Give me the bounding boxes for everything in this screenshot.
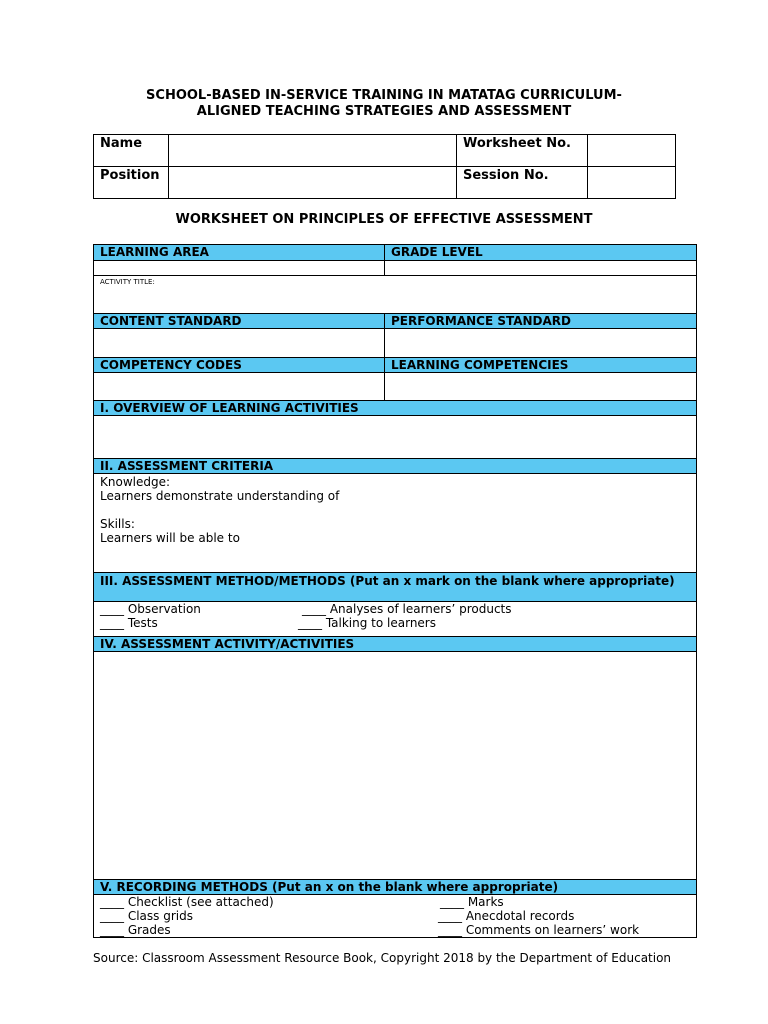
overview-header: I. OVERVIEW OF LEARNING ACTIVITIES	[94, 401, 697, 416]
source-citation: Source: Classroom Assessment Resource Book, Copyright 2018 by the Department of Education	[93, 951, 672, 965]
name-label: Name	[94, 135, 169, 167]
method-header: III. ASSESSMENT METHOD/METHODS (Put an x mark on the blank where appropriate)	[94, 573, 697, 602]
option-comments-work[interactable]: ____ Comments on learners’ work	[438, 923, 640, 937]
option-anecdotal-records[interactable]: ____ Anecdotal records	[438, 909, 575, 923]
content-standard-field[interactable]	[94, 329, 385, 358]
competency-codes-header: COMPETENCY CODES	[94, 358, 385, 373]
activity-field[interactable]	[94, 652, 697, 880]
skills-label: Skills:	[100, 517, 135, 531]
learning-area-header: LEARNING AREA	[94, 245, 385, 261]
assessment-worksheet-table	[93, 244, 697, 938]
title-line-2: ALIGNED TEACHING STRATEGIES AND ASSESSMENT	[196, 104, 572, 119]
worksheet-subtitle: WORKSHEET ON PRINCIPLES OF EFFECTIVE ASSESSMENT	[175, 212, 593, 227]
participant-info-table	[93, 134, 676, 199]
performance-standard-header: PERFORMANCE STANDARD	[385, 314, 697, 329]
skills-text: Learners will be able to	[100, 531, 240, 545]
session-label: Session No.	[457, 167, 588, 199]
overview-field[interactable]	[94, 416, 697, 459]
worksheet-field[interactable]	[588, 135, 676, 167]
session-field[interactable]	[588, 167, 676, 199]
option-talking-learners[interactable]: ____ Talking to learners	[298, 616, 436, 630]
worksheet-label: Worksheet No.	[457, 135, 588, 167]
option-tests[interactable]: ____ Tests	[100, 616, 158, 630]
recording-header: V. RECORDING METHODS (Put an x on the blank where appropriate)	[94, 880, 697, 895]
method-options	[94, 602, 697, 637]
position-label: Position	[94, 167, 169, 199]
recording-options	[94, 895, 697, 938]
content-standard-header: CONTENT STANDARD	[94, 314, 385, 329]
option-checklist[interactable]: ____ Checklist (see attached)	[100, 895, 274, 909]
name-field[interactable]	[169, 135, 457, 167]
performance-standard-field[interactable]	[385, 329, 697, 358]
option-marks[interactable]: ____ Marks	[440, 895, 504, 909]
grade-level-field[interactable]	[385, 261, 697, 276]
knowledge-label: Knowledge:	[100, 475, 171, 489]
option-grades[interactable]: ____ Grades	[100, 923, 171, 937]
learning-area-field[interactable]	[94, 261, 385, 276]
competency-codes-field[interactable]	[94, 373, 385, 401]
grade-level-header: GRADE LEVEL	[385, 245, 697, 261]
knowledge-text: Learners demonstrate understanding of	[100, 489, 340, 503]
activity-title-label: ACTIVITY TITLE:	[100, 278, 155, 286]
position-field[interactable]	[169, 167, 457, 199]
activity-header: IV. ASSESSMENT ACTIVITY/ACTIVITIES	[94, 637, 697, 652]
option-analyses-products[interactable]: ____ Analyses of learners’ products	[302, 602, 512, 616]
criteria-header: II. ASSESSMENT CRITERIA	[94, 459, 697, 474]
option-observation[interactable]: ____ Observation	[100, 602, 201, 616]
activity-title-field[interactable]	[94, 276, 697, 314]
document-title	[94, 88, 674, 120]
title-line-1: SCHOOL-BASED IN-SERVICE TRAINING IN MATATAG CURRICULUM-	[146, 88, 622, 103]
learning-competencies-field[interactable]	[385, 373, 697, 401]
option-class-grids[interactable]: ____ Class grids	[100, 909, 193, 923]
learning-competencies-header: LEARNING COMPETENCIES	[385, 358, 697, 373]
criteria-field[interactable]	[94, 474, 697, 573]
